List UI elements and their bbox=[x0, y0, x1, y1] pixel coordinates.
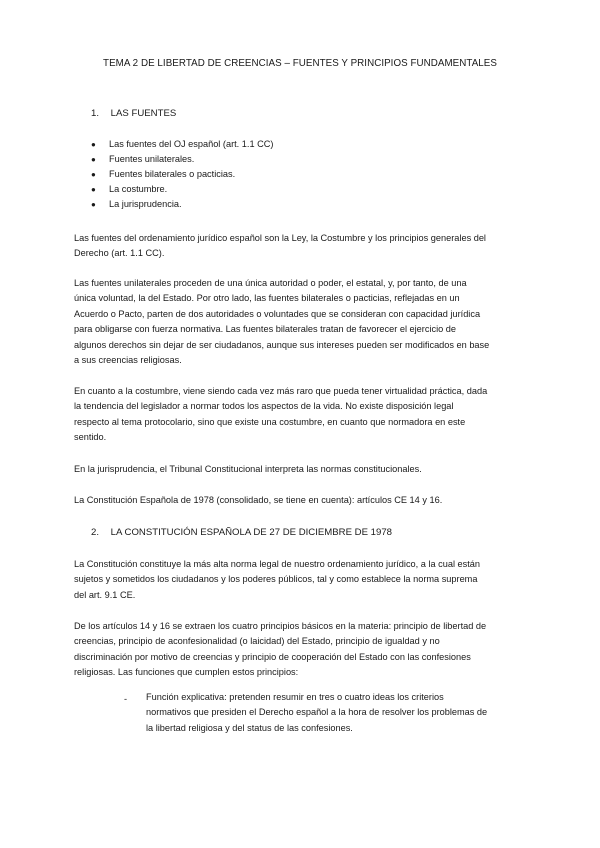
paragraph-constitucion-ref: La Constitución Española de 1978 (consolidado, se tiene en cuenta): artículos CE 14 y 16. bbox=[74, 495, 443, 505]
bullet-icon: ● bbox=[91, 140, 96, 149]
paragraph-costumbre: En cuanto a la costumbre, viene siendo cada vez más raro que pueda tener virtualidad práctica, dada la tendencia del legislador a normar todos los aspectos de la vida. No existe disposición legal respecto al tema protocolario, sino que existe una costumbre, en cuanto que normadora en este sentido. bbox=[74, 386, 488, 443]
dash-bullet-icon: - bbox=[124, 694, 128, 704]
list-item: ● Fuentes bilaterales o pacticias. bbox=[91, 167, 273, 182]
paragraph-sources-definition: Las fuentes del ordenamiento jurídico español son la Ley, la Costumbre y los principios generales del Derecho (art. 1.1 CC). bbox=[74, 233, 486, 259]
paragraph-constitucion: La Constitución constituye la más alta norma legal de nuestro ordenamiento jurídico, a la cual están sujetos y sometidos los ciudadanos y los poderes públicos, tal y como establece la norma suprema del art. 9.1 CE. bbox=[74, 559, 481, 600]
section-title: LA CONSTITUCIÓN ESPAÑOLA DE 27 DE DICIEMBRE DE 1978 bbox=[110, 527, 392, 538]
paragraph-principios: De los artículos 14 y 16 se extraen los cuatro principios básicos en la materia: principio de libertad de creencias, principio de aconfesionalidad (o laicidad) del Estado, principio de igualdad y no discriminación por motivo de creencias y principio de cooperación del Estado con las confesiones religiosas. Las funciones que cumplen estos principios: bbox=[74, 621, 487, 678]
bullet-icon: ● bbox=[91, 185, 96, 194]
sources-list bbox=[91, 137, 273, 212]
bullet-icon: ● bbox=[91, 170, 96, 179]
paragraph-unilateral-bilateral: Las fuentes unilaterales proceden de una única autoridad o poder, el estatal, y, por tanto, de una única voluntad, la del Estado. Por otro lado, las fuentes bilaterales o pacticias, reflejadas en un Acuerdo o Pacto, parten de dos autoridades o voluntades que se consideran con capacidad jurídica para obligarse con fuerza normativa. Las fuentes bilaterales tratan de favorecer el ejercicio de algunos derechos sin dejar de ser ciudadanos, aunque sus intereses pueden ser modificados en base a sus creencias religiosas. bbox=[74, 278, 490, 366]
dash-list-item: Función explicativa: pretenden resumir en tres o cuatro ideas los criterios normativos que presiden el Derecho español a la hora de resolver los problemas de la libertad religiosa y del status de las confesiones. bbox=[146, 692, 488, 733]
document-title: TEMA 2 DE LIBERTAD DE CREENCIAS – FUENTES Y PRINCIPIOS FUNDAMENTALES bbox=[103, 58, 497, 69]
section-number: 2. bbox=[91, 527, 100, 538]
list-item: ● La costumbre. bbox=[91, 182, 273, 197]
section-2-heading bbox=[91, 527, 392, 538]
list-item: ● La jurisprudencia. bbox=[91, 197, 273, 212]
bullet-icon: ● bbox=[91, 155, 96, 164]
section-1-heading bbox=[91, 108, 176, 119]
list-item: ● Fuentes unilaterales. bbox=[91, 152, 273, 167]
list-item: ● Las fuentes del OJ español (art. 1.1 CC) bbox=[91, 137, 273, 152]
section-number: 1. bbox=[91, 108, 100, 119]
section-title: LAS FUENTES bbox=[110, 108, 177, 119]
bullet-icon: ● bbox=[91, 200, 96, 209]
paragraph-jurisprudencia: En la jurisprudencia, el Tribunal Constitucional interpreta las normas constitucionales. bbox=[74, 464, 422, 474]
